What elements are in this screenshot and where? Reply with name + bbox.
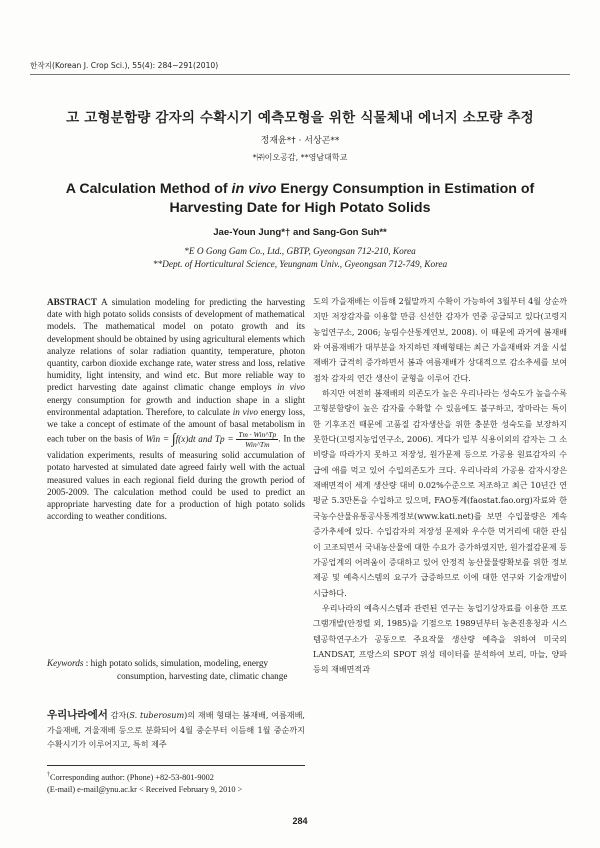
korean-affiliations: *㈜이오공감, **영남대학교 — [252, 153, 348, 162]
intro-left-column — [47, 708, 305, 752]
intro-text: )의 재배 형태는 봄재배, 여름재배, 가을재배, 겨울재배 등으로 분화되어 4월 중순부터 이듬해 1월 중순까지 수확시기가 이루어지고, 특히 제주 — [47, 710, 306, 750]
paragraph-3: 우리나라의 예측시스템과 관련된 연구는 농업기상자료를 이용한 프로그램개발(안정렬 외, 1985)을 기점으로 1989년부터 농촌진흥청과 시스템공학연구소가 공동으로 주요작물 생산량 예측을 위하여 미국의 LANDSAT, 프랑스의 SPOT 위성 데이터를 분석하여 보리, 마늘, 양파 등의 재배면적과 — [313, 603, 567, 675]
footnote-rule — [47, 765, 305, 766]
title-text: Energy Consumption in Estimation of — [276, 181, 535, 197]
abstract-text: energy consumption for growth and induction shape in a slight environmental adaptation. Therefore, to calculate — [47, 394, 305, 417]
formula-and: and — [195, 433, 215, 444]
title-text: A Calculation Method of — [65, 181, 232, 197]
fraction-denominator: Win^Tm — [245, 440, 270, 450]
english-affiliations — [0, 246, 600, 271]
abstract — [47, 296, 305, 522]
english-title-line2: Harvesting Date for High Potato Solids — [169, 200, 431, 216]
footnote — [47, 769, 305, 796]
keywords-line1: : high potato solids, simulation, modeling, energy — [83, 658, 269, 668]
integral-sign: ∫ — [171, 431, 176, 447]
keywords-label: Keywords — [47, 658, 84, 668]
formula-body: f(x)dt — [175, 433, 196, 444]
page-number: 284 — [292, 816, 308, 826]
abstract-label: ABSTRACT — [47, 297, 98, 307]
journal-header: 한작지(Korean J. Crop Sci.), 55(4): 284~291(2010) — [30, 61, 219, 70]
english-authors: Jae-Youn Jung*† and Sang-Gon Suh** — [213, 227, 387, 238]
footnote-text: Corresponding author: (Phone) +82-53-801-9002 — [50, 772, 214, 782]
species-name: S. tuberosum — [129, 710, 185, 720]
paragraph-1: 도의 가을재배는 이듬해 2월말까지 수확이 가능하여 3월부터 4월 상순까지만 저장감자를 이용할 만큼 신선한 감자가 연중 공급되고 있다(고령지농업연구소, 2006; 농림수산통계연보, 2008). 이 때문에 과거에 봄재배와 여름재배가 대부분을 차지하던 재배형태는 최근 가을재배와 겨울 시설재배가 급격히 증가하면서 봄과 여름재배가 상대적으로 감소추세를 보여 점차 감자의 연간 생산이 균형을 이루어 간다. — [313, 297, 567, 383]
korean-authors: 정재윤*† · 서상곤** — [260, 136, 340, 146]
dagger-mark: † — [47, 772, 50, 778]
intro-text: 감자( — [107, 710, 130, 720]
korean-title: 고 고형분함량 감자의 수확시기 예측모형을 위한 식물체내 에너지 소모량 추정 — [66, 110, 534, 126]
formula-eq: = — [160, 433, 172, 444]
abstract-text: . In the validation experiments, results of measuring solid accumulation of potato harvested at simulated date agreed fairly well with the actual measured values in each regional field during the growth period of 2005-2009. The calculation method could be used to predict an appropriate harvesting date for a production of high potato solids according to weather conditions. — [47, 433, 305, 522]
abstract-text: energy loss, we take a concept of estimate of the amount of basal metabolism in each tuber on the basis of — [47, 406, 305, 444]
footnote-line2: (E-mail) e-mail@ynu.ac.kr < Received February 9, 2010 > — [47, 784, 243, 794]
abstract-italic: in vivo — [232, 406, 258, 417]
affiliation-2: **Dept. of Horticultural Science, Yeungnam Univ., Gyeongsan 712-749, Korea — [152, 259, 448, 270]
english-title — [0, 180, 600, 218]
paragraph-2: 하지만 여전히 봄재배의 의존도가 높은 우리나라는 성숙도가 높을수록 고형분함량이 높은 감자를 수확할 수 있음에도 불구하고, 장마라는 특이한 기후조건 때문에 고품질 감자생산을 위한 충분한 성숙도를 보장하지 못한다(고령지농업연구소, 2006). 게다가 일부 식용이외의 감자는 그 소비량을 따라가지 못하고 저장성, 원가문제 등으로 가공용 원료감자의 수급에 애를 먹고 있어 수입의존도가 크다. 우리나라의 가공용 감자시장은 재배면적이 세계 생산량 대비 0.02%수준으로 저조하고 최근 10년간 연 평균 5.3만톤을 수입하고 있으며, FAO통계(faostat.fao.org)자료와 한국농수산물유통공사통계정보(www.kati.net)를 보면 수입물량은 계속 증가추세에 있다. 수입감자의 저장성 문제와 우수한 먹거리에 대한 관심이 고조되면서 국내농산물에 대한 수요가 증가하였지만, 원가절감문제 등 가공업계의 어려움이 증대하고 있어 안정적 농산물물량확보를 위한 정보제공 및 예측시스템의 요구가 급증하므로 이에 대한 연구와 기술개발이 시급하다. — [313, 389, 567, 598]
english-title-line1 — [0, 180, 600, 199]
header-rule — [30, 74, 570, 75]
formula-eq: = — [224, 433, 237, 444]
fraction-numerator: Tm · Win^Tp — [238, 430, 277, 440]
formula-win: Win — [145, 433, 161, 444]
intro-lead: 우리나라에서 — [47, 709, 108, 721]
title-italic-term: in vivo — [231, 181, 277, 197]
keywords — [47, 657, 305, 683]
keywords-line2: consumption, harvesting date, climatic change — [117, 671, 288, 681]
formula-fraction — [236, 430, 278, 449]
intro-right-column — [313, 294, 567, 678]
affiliation-1: *E O Gong Gam Co., Ltd., GBTP, Gyeongsan 712-210, Korea — [184, 247, 416, 257]
footnote-line1 — [47, 769, 305, 784]
formula-tp: Tp — [214, 433, 225, 444]
abstract-text: A simulation modeling for predicting the harvesting date with high potato solids consists of development of mathematical models. The mathematical model on potato growth and its development should be obtained by using agricultural elements which analyze relations of solar radiation quantity, temperature, photon quantity, carbon dioxide exchange rate, water stress and loss, relative humidity, light intensity, and wind etc. But more reliable way to predict harvesting date against climatic change employs — [47, 297, 305, 393]
abstract-italic: in vivo — [277, 382, 306, 393]
